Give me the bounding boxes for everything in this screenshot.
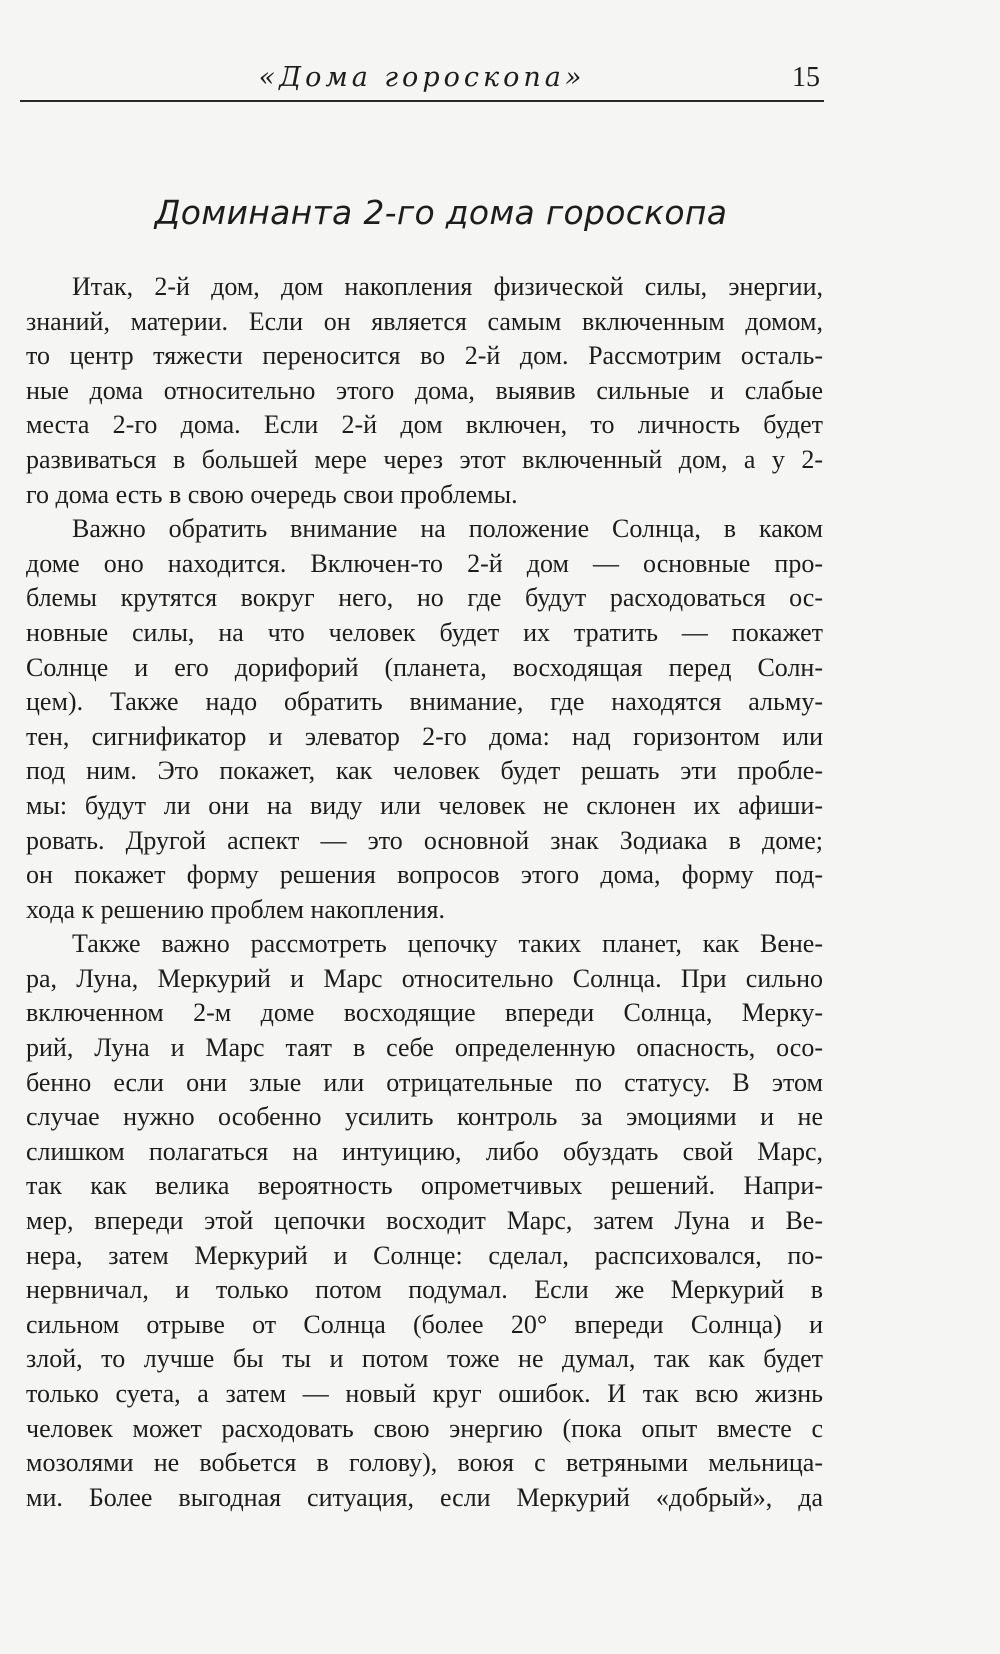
text-line: ра, Луна, Меркурий и Марс относительно Солнца. При сильно	[26, 963, 823, 993]
text-line: доме оно находится. Включен-то 2-й дом — основные про-	[26, 548, 823, 578]
text-line: новные силы, на что человек будет их тратить — покажет	[26, 617, 823, 647]
text-line: Солнце и его дорифорий (планета, восходящая перед Солн-	[26, 652, 823, 682]
text-line: он покажет форму решения вопросов этого дома, форму под-	[26, 860, 823, 890]
text-line: сильном отрыве от Солнца (более 20° впереди Солнца) и	[26, 1309, 823, 1339]
text-line: ми. Более выгодная ситуация, если Меркурий «добрый», да	[26, 1482, 823, 1512]
text-line: развиваться в большей мере через этот включенный дом, а у 2-	[26, 444, 823, 474]
text-line: Важно обратить внимание на положение Солнца, в каком	[72, 514, 823, 544]
text-line: мы: будут ли они на виду или человек не склонен их афиши-	[26, 790, 823, 820]
text-line: хода к решению проблем накопления.	[26, 894, 445, 924]
text-line: го дома есть в свою очередь свои проблемы.	[26, 479, 518, 509]
text-line: слишком полагаться на интуицию, либо обуздать свой Марс,	[26, 1136, 823, 1166]
body-text	[26, 270, 823, 1515]
text-line: так как велика вероятность опрометчивых решений. Напри-	[26, 1171, 823, 1201]
text-line: злой, то лучше бы ты и потом тоже не думал, так как будет	[26, 1344, 823, 1374]
text-line: включенном 2-м доме восходящие впереди Солнца, Мерку-	[26, 998, 823, 1028]
page-number: 15	[792, 62, 820, 93]
text-line: рий, Луна и Марс таят в себе определенную опасность, осо-	[26, 1033, 823, 1063]
text-line: ровать. Другой аспект — это основной знак Зодиака в доме;	[26, 825, 823, 855]
text-line: под ним. Это покажет, как человек будет решать эти пробле-	[26, 756, 823, 786]
paragraph-2	[26, 512, 823, 927]
text-line: знаний, материи. Если он является самым включенным домом,	[26, 306, 823, 336]
text-line: места 2-го дома. Если 2-й дом включен, то личность будет	[26, 410, 823, 440]
text-line: тен, сигнификатор и элеватор 2-го дома: над горизонтом или	[26, 721, 823, 751]
text-line: человек может расходовать свою энергию (пока опыт вместе с	[26, 1413, 823, 1443]
running-header	[20, 56, 824, 102]
text-line: мозолями не вобьется в голову), воюя с ветряными мельница-	[26, 1448, 823, 1478]
text-line: бенно если они злые или отрицательные по статусу. В этом	[26, 1067, 823, 1097]
text-line: только суета, а затем — новый круг ошибок. И так всю жизнь	[26, 1379, 823, 1408]
text-line: Итак, 2-й дом, дом накопления физической силы, энергии,	[72, 272, 823, 301]
text-line: цем). Также надо обратить внимание, где находятся альму-	[26, 687, 823, 717]
running-header-title: «Дома гороскопа»	[258, 62, 586, 93]
text-line: нера, затем Меркурий и Солнце: сделал, распсиховался, по-	[26, 1240, 823, 1270]
paragraph-3	[26, 927, 823, 1515]
chapter-title: Доминанта 2-го дома гороскопа	[154, 193, 728, 232]
text-line: случае нужно особенно усилить контроль за эмоциями и не	[26, 1102, 823, 1132]
text-line: Также важно рассмотреть цепочку таких планет, как Вене-	[72, 929, 823, 959]
text-line: блемы крутятся вокруг него, но где будут расходоваться ос-	[26, 583, 823, 613]
paragraph-1	[26, 270, 823, 512]
text-line: мер, впереди этой цепочки восходит Марс, затем Луна и Ве-	[26, 1206, 823, 1236]
text-line: ные дома относительно этого дома, выявив сильные и слабые	[26, 375, 823, 405]
text-line: то центр тяжести переносится во 2-й дом. Рассмотрим осталь-	[26, 341, 823, 371]
text-line: нервничал, и только потом подумал. Если же Меркурий в	[26, 1275, 823, 1305]
